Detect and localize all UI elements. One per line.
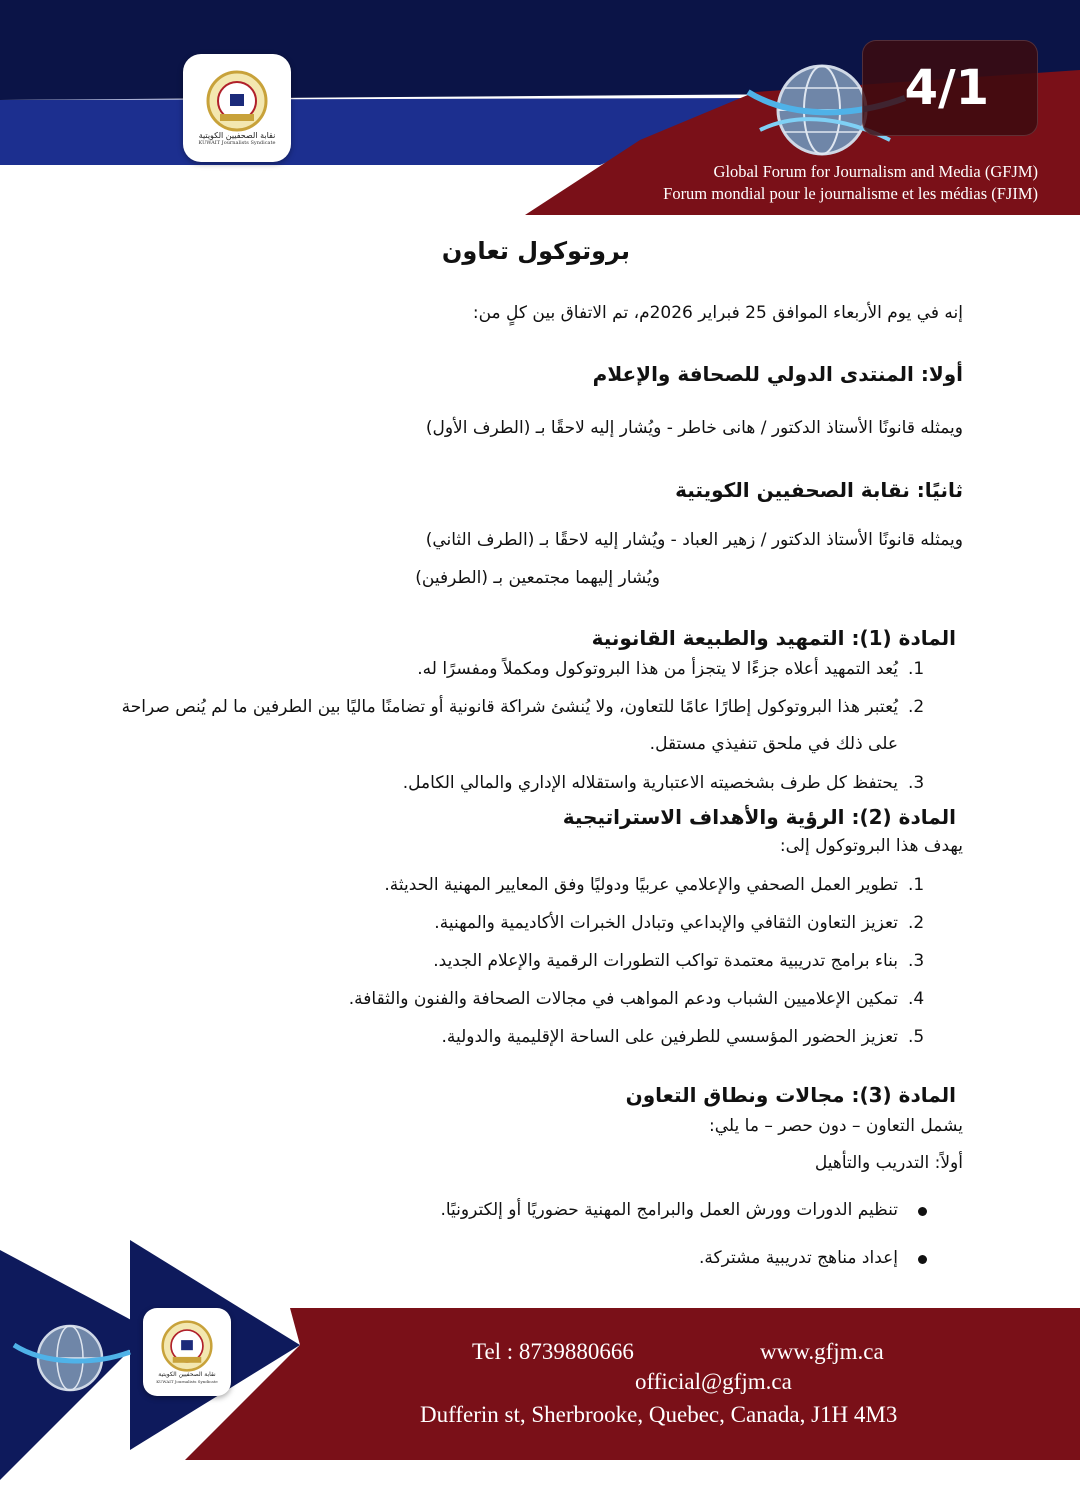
kuwait-seal-icon xyxy=(206,70,268,132)
article3-heading: المادة (3): مجالات ونطاق التعاون xyxy=(625,1083,956,1107)
kuwait-syndicate-footer-logo xyxy=(143,1308,231,1396)
intro-text: إنه في يوم الأربعاء الموافق 25 فبراير 2026م، تم الاتفاق بين كلٍ من: xyxy=(472,303,963,323)
article2-item1-num: .1 xyxy=(908,875,925,895)
party1-heading: أولا: المنتدى الدولي للصحافة والإعلام xyxy=(592,362,963,386)
footer-tel: Tel : 8739880666 xyxy=(472,1339,634,1364)
footer-maroon-band xyxy=(185,1308,1080,1460)
party2-representative: ويمثله قانونًا الأستاذ الدكتور / زهير العباد - ويُشار إليه لاحقًا بـ (الطرف الثاني) xyxy=(425,530,963,550)
article2-heading: المادة (2): الرؤية والأهداف الاستراتيجية xyxy=(562,805,956,829)
article1-item2-num: .2 xyxy=(908,697,925,717)
footer-address: Dufferin st, Sherbrooke, Quebec, Canada, J1H 4M3 xyxy=(420,1402,898,1427)
kuwait-syndicate-logo xyxy=(183,54,291,162)
footer-logo-caption-ar: نقابة الصحفيين الكويتية xyxy=(158,1371,216,1379)
article1-item1-num: .1 xyxy=(908,659,925,679)
article1-item3-num: .3 xyxy=(908,773,925,793)
logo-caption-ar: نقابة الصحفيين الكويتية xyxy=(198,130,276,140)
article2-item3-text: بناء برامج تدريبية معتمدة تواكب التطورات الرقمية والإعلام الجديد. xyxy=(433,951,898,971)
article2-item2-num: .2 xyxy=(908,913,925,933)
both-parties-text: ويُشار إليهما مجتمعين بـ (الطرفين) xyxy=(415,568,660,588)
article2-item2-text: تعزيز التعاون الثقافي والإبداعي وتبادل الخبرات الأكاديمية والمهنية. xyxy=(434,913,898,933)
article3-subheading: أولاً: التدريب والتأهيل xyxy=(814,1153,963,1173)
article2-item5-num: .5 xyxy=(908,1027,925,1047)
article1-item2-continued: على ذلك في ملحق تنفيذي مستقل. xyxy=(649,734,898,754)
article1-item3-text: يحتفظ كل طرف بشخصيته الاعتبارية واستقلاله الإداري والمالي الكامل. xyxy=(402,773,898,793)
article2-item4-num: .4 xyxy=(908,989,925,1009)
org-name-fr: Forum mondial pour le journalisme et les médias (FJIM) xyxy=(663,184,1038,203)
kuwait-seal-footer-icon xyxy=(161,1320,213,1372)
article3-lead: يشمل التعاون – دون حصر – ما يلي: xyxy=(709,1116,963,1136)
article2-lead: يهدف هذا البروتوكول إلى: xyxy=(779,836,963,856)
document-title: بروتوكول تعاون xyxy=(441,237,630,265)
party2-heading: ثانيًا: نقابة الصحفيين الكويتية xyxy=(675,478,963,502)
bullet-dot xyxy=(918,1207,927,1216)
article2-item5-text: تعزيز الحضور المؤسسي للطرفين على الساحة الإقليمية والدولية. xyxy=(441,1027,898,1047)
article2-item3-num: .3 xyxy=(908,951,925,971)
bullet-dot xyxy=(918,1255,927,1264)
article1-heading: المادة (1): التمهيد والطبيعة القانونية xyxy=(591,626,956,650)
article2-item1-text: تطوير العمل الصحفي والإعلامي عربيًا ودوليًا وفق المعايير المهنية الحديثة. xyxy=(384,875,898,895)
org-name-en: Global Forum for Journalism and Media (GFJM) xyxy=(713,162,1038,181)
article1-item2-text: يُعتبر هذا البروتوكول إطارًا عامًا للتعاون، ولا يُنشئ شراكة قانونية أو تضامنًا ماليًا بين الطرفين ما لم يُنص صراحة xyxy=(121,697,898,717)
logo-caption-en: KUWAIT Journalists Syndicate xyxy=(198,140,276,147)
party1-representative: ويمثله قانونًا الأستاذ الدكتور / هانى خاطر - ويُشار إليه لاحقًا بـ (الطرف الأول) xyxy=(425,418,963,438)
article3-bullet1: تنظيم الدورات وورش العمل والبرامج المهنية حضوريًا أو إلكترونيًا. xyxy=(440,1200,898,1220)
article3-bullet2: إعداد مناهج تدريبية مشتركة. xyxy=(698,1248,898,1268)
footer-website[interactable]: www.gfjm.ca xyxy=(760,1339,884,1364)
page-number-badge: 4/1 xyxy=(862,40,1038,136)
article1-item1-text: يُعد التمهيد أعلاه جزءًا لا يتجزأ من هذا البروتوكول ومكملاً ومفسرًا له. xyxy=(417,659,898,679)
footer-email[interactable]: official@gfjm.ca xyxy=(635,1369,792,1394)
article2-item4-text: تمكين الإعلاميين الشباب ودعم المواهب في مجالات الصحافة والفنون والثقافة. xyxy=(348,989,898,1009)
footer-logo-caption-en: KUWAIT Journalists Syndicate xyxy=(156,1378,218,1384)
